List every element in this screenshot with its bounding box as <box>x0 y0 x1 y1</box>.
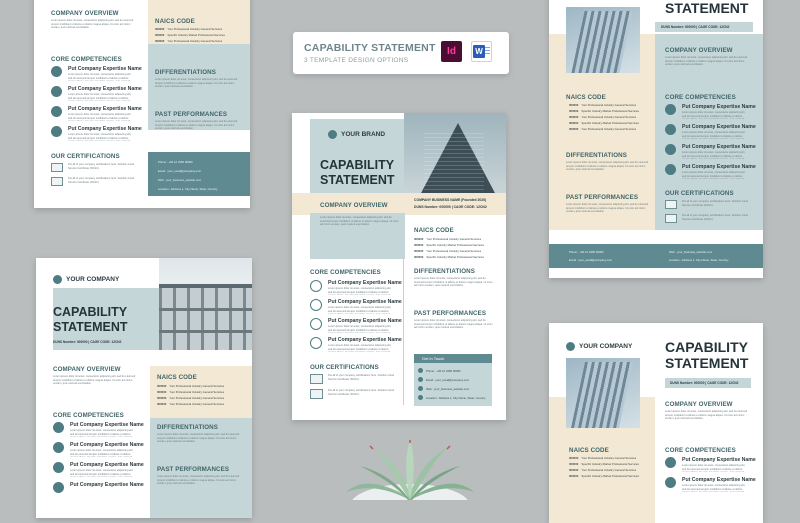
past-text: Lorem ipsum dolor sit amet, consectetur adipiscing elit, sed do eiusmod tempor incididunt ut labore et dolore magna aliqua. Ut enim ad minim veniam, quis nostrud exercitation. <box>157 475 240 485</box>
past-text: Lorem ipsum dolor sit amet, consectetur adipiscing elit, sed do eiusmod tempor incididunt ut labore et dolore magna aliqua. Ut enim ad minim veniam, quis nostrud exercitation. <box>414 319 493 329</box>
certifications-title: OUR CERTIFICATIONS <box>51 153 120 160</box>
expertise-icon <box>51 86 62 97</box>
differentiators-title: DIFFERENTIATIONS <box>155 69 216 76</box>
core-competencies-title: CORE COMPETENCIES <box>51 56 122 63</box>
brand-logo-icon <box>53 275 62 284</box>
statement-title: STATEMENT <box>665 0 749 16</box>
past-performances-title: PAST PERFORMANCES <box>566 194 639 201</box>
expertise-icon <box>665 477 676 488</box>
overview-text: Lorem ipsum dolor sit amet, consectetur adipiscing elit, sed do eiusmod tempor incididunt ut labore et dolore magna aliqua. Ut enim ad minim veniam, quis nostrud exercitation. <box>665 56 748 66</box>
expertise-name: Put Company Expertise Name <box>68 66 142 72</box>
building-photo <box>404 113 506 193</box>
naics-list: 000000 Your Professional Industry General Services 000000 Specific Industry Market Professional Services 000000 Your Professional Industry General Services 000000 Specific Industry Market Professional Services <box>569 456 639 478</box>
template-top-right <box>549 0 763 278</box>
indesign-glyph: Id <box>447 46 456 57</box>
core-competencies-title: CORE COMPETENCIES <box>310 269 381 276</box>
expertise-icon <box>53 462 64 473</box>
expertise-desc: Lorem ipsum dolor sit amet, consectetur adipiscing elit, sed do eiusmod tempor incididunt ut labore et dolore <box>68 113 132 120</box>
expertise-name: Put Company Expertise Name <box>328 318 402 324</box>
naics-list: 000000 Your Professional Industry General Services 000000 Specific Industry Market Professional Services 000000 Your Professional Industry General Services 000000 Specific Industry Market Professional Services 000000 Your Professional Industry General Services <box>569 103 639 131</box>
diff-text: Lorem ipsum dolor sit amet, consectetur adipiscing elit, sed do eiusmod tempor incididunt ut labore et dolore magna aliqua. Ut enim ad minim veniam, quis nostrud exercitation. <box>157 433 240 443</box>
contact-phone: Phone : +00 12 3456 00000 <box>158 160 193 164</box>
brand-logo-icon <box>566 342 575 351</box>
expertise-name: Put Company Expertise Name <box>70 462 144 468</box>
email-icon <box>418 377 423 382</box>
certificate-icon <box>665 200 677 209</box>
certifications-title: OUR CERTIFICATIONS <box>310 364 379 371</box>
expertise-desc: Lorem ipsum dolor sit amet, consectetur adipiscing elit, sed do eiusmod tempor incididunt ut labore et dolore <box>682 171 746 178</box>
naics-title: NAICS CODE <box>157 374 197 381</box>
brand-name: YOUR COMPANY <box>66 276 120 283</box>
contact-web: Web : your_business_website.com <box>426 387 470 391</box>
brand-name: YOUR COMPANY <box>579 343 633 350</box>
expertise-icon <box>51 126 62 137</box>
contact-location: Location : Address 1, City Name, State, Country <box>669 258 729 262</box>
expertise-icon <box>51 66 62 77</box>
contact-location: Location : Address 1, City Name, State, Country <box>158 187 218 191</box>
duns-number: DUNS Number: 000000 | CAGE CODE: 12CN2 <box>661 25 730 29</box>
expertise-name: Put Company Expertise Name <box>70 442 144 448</box>
naics-list: 000000 Your Professional Industry General Services 000000 Specific Industry Market Professional Services 000000 Your Professional Industry General Services 000000 Specific Industry Market Professional Services <box>414 237 484 259</box>
template-bottom-right <box>549 323 763 523</box>
expertise-desc: Lorem ipsum dolor sit amet, consectetur adipiscing elit, sed do eiusmod tempor incididunt ut labore et dolore <box>70 429 134 436</box>
phone-icon <box>418 368 423 373</box>
overview-text: Lorem ipsum dolor sit amet, consectetur adipiscing elit, sed do eiusmod tempor incididunt ut labore et dolore magna aliqua. Ut enim ad minim veniam, quis nostrud exercitation. <box>53 375 136 385</box>
expertise-icon <box>53 482 64 493</box>
expertise-desc: Lorem ipsum dolor sit amet, consectetur adipiscing elit, sed do eiusmod tempor incididunt ut labore et dolore <box>328 306 392 313</box>
past-performances-title: PAST PERFORMANCES <box>155 111 228 118</box>
core-competencies-title: CORE COMPETENCIES <box>53 412 124 419</box>
statement-title: STATEMENT <box>320 173 395 187</box>
expertise-name: Put Company Expertise Name <box>682 457 756 463</box>
contact-web: Web : your_business_website.com <box>669 250 713 254</box>
expertise-desc: Lorem ipsum dolor sit amet, consectetur adipiscing elit, sed do eiusmod tempor incididunt ut labore et dolore <box>682 464 746 471</box>
cert-text: Put all of your company certifications here. Solution Good Service Certificate (SGSC). <box>328 389 395 396</box>
contact-email: Email : your_email@company.com <box>158 169 202 173</box>
template-top-left <box>34 0 250 208</box>
title-card <box>293 32 509 74</box>
expertise-name: Put Company Expertise Name <box>70 482 144 488</box>
word-glyph: W <box>475 47 483 56</box>
brand-name: YOUR BRAND <box>341 131 386 138</box>
expertise-desc: Lorem ipsum dolor sit amet, consectetur adipiscing elit, sed do eiusmod tempor incididunt ut labore et dolore <box>70 449 134 456</box>
expertise-icon <box>310 280 322 292</box>
expertise-name: Put Company Expertise Name <box>328 299 402 305</box>
expertise-name: Put Company Expertise Name <box>68 126 142 132</box>
cert-text: Put all of your company certifications here. Solution Good Service Certificate (SGSC). <box>682 214 749 221</box>
naics-title: NAICS CODE <box>414 227 454 234</box>
expertise-desc: Lorem ipsum dolor sit amet, consectetur adipiscing elit, sed do eiusmod tempor incididunt ut labore et dolore <box>68 73 132 80</box>
company-overview-title: COMPANY OVERVIEW <box>665 401 733 408</box>
expertise-icon <box>53 442 64 453</box>
past-performances-title: PAST PERFORMANCES <box>414 310 487 317</box>
naics-list: 000000 Your Professional Industry General Services 000000 Your Professional Industry General Services 000000 Your Professional Industry General Services 000000 Your Professional Industry General Services <box>157 384 225 406</box>
succulent-plant <box>340 440 480 500</box>
capability-title: CAPABILITY <box>53 305 128 319</box>
expertise-icon <box>310 299 322 311</box>
card-title: CAPABILITY STATEMENT <box>304 42 436 54</box>
core-competencies-title: CORE COMPETENCIES <box>665 94 736 101</box>
company-overview-title: COMPANY OVERVIEW <box>51 10 119 17</box>
expertise-icon <box>310 337 322 349</box>
expertise-desc: Lorem ipsum dolor sit amet, consectetur adipiscing elit, sed do eiusmod tempor incididunt ut labore et dolore <box>682 111 746 118</box>
expertise-desc: Lorem ipsum dolor sit amet, consectetur adipiscing elit, sed do eiusmod tempor incididunt ut labore et dolore <box>682 484 746 491</box>
brand-logo-icon <box>328 130 337 139</box>
expertise-name: Put Company Expertise Name <box>68 106 142 112</box>
contact-phone: Phone : +00 12 3456 00000 <box>569 250 604 254</box>
company-overview-title: COMPANY OVERVIEW <box>665 47 733 54</box>
certificate-icon <box>665 214 677 223</box>
naics-title: NAICS CODE <box>566 94 606 101</box>
location-icon <box>418 395 423 400</box>
duns-number: DUNS Number: 000000 | CAGE CODE: 12CN2 <box>53 340 122 344</box>
cert-text: Put all of your company certifications here. Solution Good Service Certificate (SGSC). <box>68 163 135 170</box>
cert-text: Put all of your company certifications here. Solution Good Service Certificate (SGSC). <box>68 177 135 184</box>
differentiators-title: DIFFERENTIATIONS <box>414 268 475 275</box>
expertise-desc: Lorem ipsum dolor sit amet, consectetur adipiscing elit, sed do eiusmod tempor incididunt ut labore et dolore <box>70 469 134 476</box>
expertise-desc: Lorem ipsum dolor sit amet, consectetur adipiscing elit, sed do eiusmod tempor incididunt ut labore et dolore <box>68 93 132 100</box>
indesign-icon <box>441 41 462 62</box>
naics-title: NAICS CODE <box>569 447 609 454</box>
expertise-desc: Lorem ipsum dolor sit amet, consectetur adipiscing elit, sed do eiusmod tempor incididunt ut labore et dolore <box>682 131 746 138</box>
expertise-desc: Lorem ipsum dolor sit amet, consectetur adipiscing elit, sed do eiusmod tempor incididunt ut labore et dolore <box>328 344 392 351</box>
expertise-desc: Lorem ipsum dolor sit amet, consectetur adipiscing elit, sed do eiusmod tempor incididunt ut labore et dolore <box>328 325 392 332</box>
statement-title: STATEMENT <box>53 320 128 334</box>
expertise-icon <box>665 104 676 115</box>
past-text: Lorem ipsum dolor sit amet, consectetur adipiscing elit, sed do eiusmod tempor incididunt ut labore et dolore magna aliqua. Ut enim ad minim veniam, quis nostrud exercitation. <box>155 120 238 130</box>
expertise-desc: Lorem ipsum dolor sit amet, consectetur adipiscing elit, sed do eiusmod tempor incididunt ut labore et dolore <box>68 133 132 140</box>
diff-text: Lorem ipsum dolor sit amet, consectetur adipiscing elit, sed do eiusmod tempor incididunt ut labore et dolore magna aliqua. Ut enim ad minim veniam, quis nostrud exercitation. <box>414 277 493 287</box>
certificate-icon <box>310 389 323 399</box>
expertise-icon <box>310 318 322 330</box>
expertise-name: Put Company Expertise Name <box>682 144 756 150</box>
expertise-icon <box>665 457 676 468</box>
card-subtitle: 3 TEMPLATE DESIGN OPTIONS <box>304 57 409 64</box>
expertise-icon <box>665 124 676 135</box>
building-photo-front <box>566 7 640 73</box>
overview-text: Lorem ipsum dolor sit amet, consectetur adipiscing elit, sed do eiusmod tempor incididunt ut labore et dolore magna aliqua. Ut enim ad minim veniam, quis nostrud exercitation. <box>51 19 134 29</box>
contact-email: Email : your_email@company.com <box>569 258 613 262</box>
expertise-desc: Lorem ipsum dolor sit amet, consectetur adipiscing elit, sed do eiusmod tempor incididunt ut labore et dolore <box>328 287 392 294</box>
expertise-name: Put Company Expertise Name <box>68 86 142 92</box>
core-competencies-title: CORE COMPETENCIES <box>665 447 736 454</box>
word-icon <box>471 41 492 62</box>
building-photo <box>566 358 640 428</box>
capability-title: CAPABILITY <box>320 158 395 172</box>
column-divider <box>403 255 404 405</box>
naics-list: 000000 Your Professional Industry General Services 000000 Specific Industry Market Professional Services 000000 Your Professional Industry General Services <box>155 27 225 43</box>
expertise-icon <box>51 106 62 117</box>
building-photo <box>159 258 252 350</box>
differentiators-title: DIFFERENTIATIONS <box>566 152 627 159</box>
certificate-icon <box>51 163 63 172</box>
expertise-icon <box>53 422 64 433</box>
contact-phone: Phone : +00 12 3456 00000 <box>426 369 461 373</box>
expertise-icon <box>665 164 676 175</box>
duns-number: DUNS Number: 000000 | CAGE CODE: 12CN2 <box>414 205 487 209</box>
expertise-icon <box>665 144 676 155</box>
past-text: Lorem ipsum dolor sit amet, consectetur adipiscing elit, sed do eiusmod tempor incididunt ut labore et dolore magna aliqua. Ut enim ad minim veniam, quis nostrud exercitation. <box>566 203 649 213</box>
company-overview-title: COMPANY OVERVIEW <box>53 366 121 373</box>
statement-title: STATEMENT <box>665 355 749 371</box>
diff-text: Lorem ipsum dolor sit amet, consectetur adipiscing elit, sed do eiusmod tempor incididunt ut labore et dolore magna aliqua. Ut enim ad minim veniam, quis nostrud exercitation. <box>155 78 238 88</box>
expertise-name: Put Company Expertise Name <box>328 337 402 343</box>
get-in-touch-title: Get in Touch <box>422 356 445 361</box>
naics-title: NAICS CODE <box>155 18 195 25</box>
expertise-desc: Lorem ipsum dolor sit amet, consectetur adipiscing elit, sed do eiusmod tempor incididunt ut labore et dolore <box>682 151 746 158</box>
differentiators-title: DIFFERENTIATIONS <box>157 424 218 431</box>
company-overview-title: COMPANY OVERVIEW <box>320 202 388 209</box>
certifications-title: OUR CERTIFICATIONS <box>665 190 734 197</box>
duns-number: DUNS Number: 000000 | CAGE CODE: 12CN2 <box>670 381 739 385</box>
expertise-name: Put Company Expertise Name <box>328 280 402 286</box>
expertise-name: Put Company Expertise Name <box>682 477 756 483</box>
expertise-name: Put Company Expertise Name <box>70 422 144 428</box>
template-bottom-left <box>36 258 252 518</box>
template-center <box>292 113 506 420</box>
cert-text: Put all of your company certifications here. Solution Good Service Certificate (SGSC). <box>682 200 749 207</box>
business-name: COMPANY BUSINESS NAME (Founded 2020) <box>414 198 487 202</box>
cert-text: Put all of your company certifications here. Solution Good Service Certificate (SGSC). <box>328 374 395 381</box>
diff-text: Lorem ipsum dolor sit amet, consectetur adipiscing elit, sed do eiusmod tempor incididunt ut labore et dolore magna aliqua. Ut enim ad minim veniam, quis nostrud exercitation. <box>566 161 649 171</box>
contact-location: Location : Address 1, City Name, State, Country <box>426 396 486 400</box>
capability-title: CAPABILITY <box>665 339 748 355</box>
overview-text: Lorem ipsum dolor sit amet, consectetur adipiscing elit, sed do eiusmod tempor incididunt ut labore et dolore magna aliqua. Ut enim ad minim veniam, quis nostrud exercitation. <box>320 216 399 226</box>
contact-strip <box>549 244 763 268</box>
overview-text: Lorem ipsum dolor sit amet, consectetur adipiscing elit, sed do eiusmod tempor incididunt ut labore et dolore magna aliqua. Ut enim ad minim veniam, quis nostrud exercitation. <box>665 410 748 420</box>
web-icon <box>418 386 423 391</box>
expertise-name: Put Company Expertise Name <box>682 164 756 170</box>
expertise-name: Put Company Expertise Name <box>682 104 756 110</box>
past-performances-title: PAST PERFORMANCES <box>157 466 230 473</box>
certificate-icon <box>310 374 323 384</box>
expertise-name: Put Company Expertise Name <box>682 124 756 130</box>
contact-email: Email : your_email@company.com <box>426 378 470 382</box>
contact-web: Web : your_business_website.com <box>158 178 202 182</box>
certificate-icon <box>51 177 63 186</box>
